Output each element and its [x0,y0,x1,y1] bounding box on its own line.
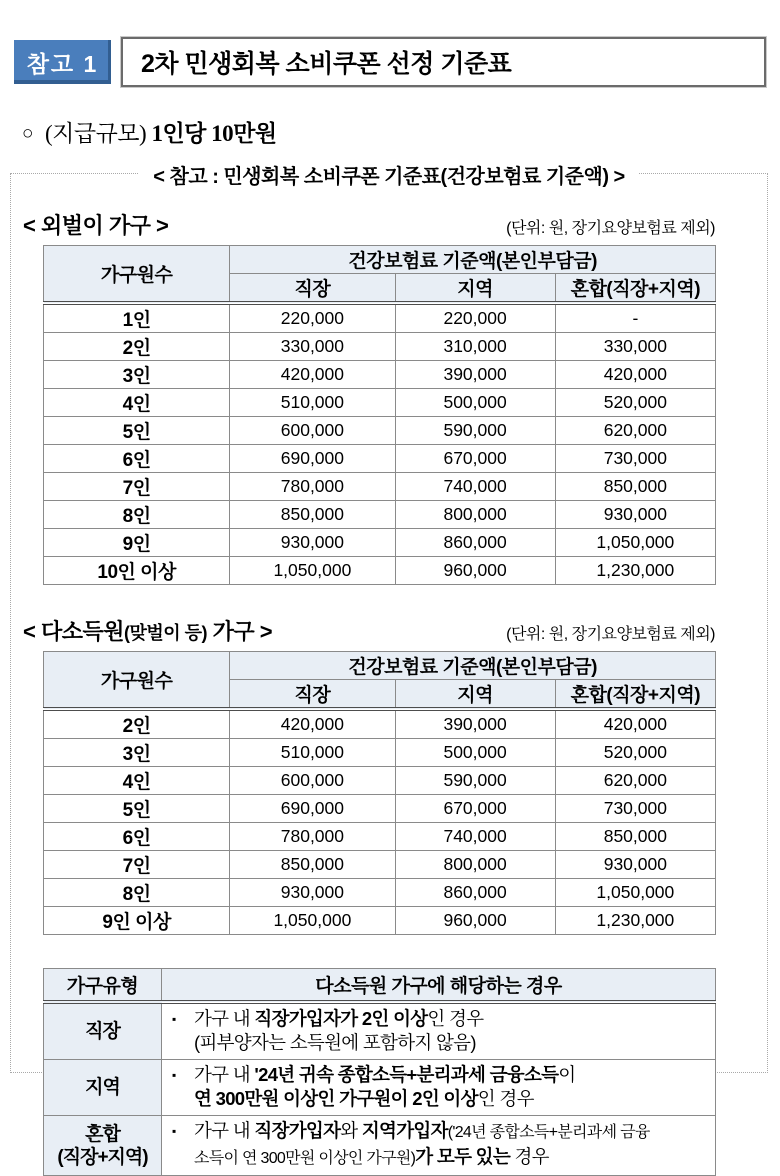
table-row [44,445,716,473]
table-row [44,361,716,389]
table-row [44,823,716,851]
table-row [44,795,716,823]
amount-cell: 620,000 [555,767,715,795]
criteria-text [194,1087,711,1111]
amount-cell: 520,000 [555,739,715,767]
criteria-cell [162,1060,716,1116]
household-size-cell: 9인 이상 [44,907,230,935]
amount-cell: 600,000 [230,767,395,795]
household-size-cell: 2인 [44,709,230,739]
household-size-cell: 7인 [44,473,230,501]
amount-cell: 800,000 [395,501,555,529]
table-header-row [44,969,716,1003]
household-type-label: 지역 [85,1077,120,1098]
table-row [44,557,716,585]
document-header [0,0,780,88]
amount-cell: 740,000 [395,473,555,501]
amount-cell: 930,000 [555,501,715,529]
household-size-cell: 2인 [44,333,230,361]
criteria-line [172,1031,711,1055]
multi-income-rate-table [43,651,716,935]
column-header-workplace: 직장 [230,680,395,710]
table-header-row [44,246,716,274]
table-row [44,473,716,501]
text-segment: 가구 내 [194,1008,255,1029]
criteria-cell [162,1002,716,1060]
criteria-line [172,1063,711,1087]
amount-cell: 420,000 [230,709,395,739]
household-size-cell: 6인 [44,445,230,473]
amount-cell: 220,000 [395,303,555,333]
square-bullet-icon: ▪ [172,1124,176,1138]
section-multi-income [11,615,767,935]
text-segment: < 다소득원 [23,619,124,644]
household-size-cell: 10인 이상 [44,557,230,585]
amount-cell: 670,000 [395,445,555,473]
criteria-text [194,1145,711,1171]
amount-cell: 390,000 [395,709,555,739]
column-header-workplace: 직장 [230,274,395,304]
section-heading [23,209,168,240]
amount-cell: 1,230,000 [555,907,715,935]
criteria-line [172,1087,711,1111]
amount-cell: 930,000 [230,879,395,907]
household-size-cell: 6인 [44,823,230,851]
amount-cell: 740,000 [395,823,555,851]
text-segment: '24년 귀속 종합소득+분리과세 금융소득 [254,1064,559,1085]
amount-cell: 860,000 [395,529,555,557]
payment-scale-value: 1인당 10만원 [151,121,277,146]
table-row [44,501,716,529]
household-type-label: 혼합 [85,1123,120,1145]
table-row [44,739,716,767]
household-size-cell: 3인 [44,361,230,389]
amount-cell: 600,000 [230,417,395,445]
amount-cell: 220,000 [230,303,395,333]
amount-cell: 850,000 [230,851,395,879]
amount-cell: 1,230,000 [555,557,715,585]
household-size-cell: 3인 [44,739,230,767]
square-bullet-icon: ▪ [172,1012,176,1026]
amount-cell: 1,050,000 [230,907,395,935]
text-segment: 와 [340,1120,362,1141]
page-title: 2차 민생회복 소비쿠폰 선정 기준표 [141,50,512,78]
reference-box [10,166,768,1168]
column-header-regional: 지역 [395,274,555,304]
payment-scale-label: (지급규모) [44,121,147,146]
section-single-income [11,209,767,585]
amount-cell: 960,000 [395,557,555,585]
text-segment: ('24년 종합소득+분리과세 금융 [447,1124,650,1141]
household-size-cell: 8인 [44,879,230,907]
household-type-cell [44,1116,162,1176]
text-segment: 소득이 연 300만원 이상인 가구원) [194,1150,416,1167]
text-segment: 이 [558,1064,576,1085]
amount-cell: 500,000 [395,739,555,767]
square-bullet-icon: ▪ [172,1068,176,1082]
text-segment: 직장가입자 [254,1120,341,1141]
amount-cell: 960,000 [395,907,555,935]
text-segment: 연 300만원 이상인 가구원이 2인 이상 [194,1088,478,1109]
household-size-cell: 9인 [44,529,230,557]
household-size-cell: 1인 [44,303,230,333]
table-row [44,907,716,935]
amount-cell: 330,000 [555,333,715,361]
amount-cell: 620,000 [555,417,715,445]
reference-badge: 참고 1 [14,40,111,84]
text-segment: 경우 [510,1146,549,1167]
amount-cell: 1,050,000 [555,529,715,557]
table-row [44,1116,716,1176]
amount-cell: 850,000 [230,501,395,529]
amount-cell: 730,000 [555,445,715,473]
household-type-cell [44,1060,162,1116]
table-row [44,709,716,739]
table-row [44,417,716,445]
amount-cell: 670,000 [395,795,555,823]
table-row [44,767,716,795]
bullet-indent [172,1145,194,1171]
reference-box-legend: < 참고 : 민생회복 소비쿠폰 기준표(건강보험료 기준액) > [139,160,638,189]
amount-cell: 780,000 [230,823,395,851]
column-header-household-size: 가구원수 [44,652,230,710]
criteria-text [194,1063,711,1087]
table-row [44,1002,716,1060]
title-box [121,37,766,87]
text-segment: (피부양자는 소득원에 포함하지 않음) [194,1032,476,1053]
criteria-line [172,1119,711,1145]
table-row [44,529,716,557]
table-row [44,1060,716,1116]
amount-cell: 1,050,000 [230,557,395,585]
household-size-cell: 5인 [44,417,230,445]
household-size-cell: 4인 [44,767,230,795]
amount-cell: 930,000 [555,851,715,879]
section-single-income-header [23,209,715,240]
amount-cell: 500,000 [395,389,555,417]
household-type-table [43,968,716,1176]
section-heading [23,615,272,646]
text-segment: 가구 내 [194,1120,255,1141]
amount-cell: 590,000 [395,767,555,795]
household-type-label: 직장 [85,1021,120,1042]
column-header-criteria: 다소득원 가구에 해당하는 경우 [162,969,716,1003]
amount-cell: - [555,303,715,333]
household-type-cell [44,1002,162,1060]
payment-scale-line [22,115,780,148]
text-segment: 인 경우 [427,1008,484,1029]
amount-cell: 850,000 [555,473,715,501]
column-header-household-size: 가구원수 [44,246,230,304]
amount-cell: 860,000 [395,879,555,907]
amount-cell: 690,000 [230,795,395,823]
amount-cell: 690,000 [230,445,395,473]
household-size-cell: 8인 [44,501,230,529]
household-size-cell: 5인 [44,795,230,823]
amount-cell: 510,000 [230,739,395,767]
column-header-household-type: 가구유형 [44,969,162,1003]
amount-cell: 330,000 [230,333,395,361]
amount-cell: 420,000 [555,709,715,739]
column-header-mixed: 혼합(직장+지역) [555,680,715,710]
criteria-text [194,1031,711,1055]
text-segment: 가구 > [207,619,273,644]
amount-cell: 420,000 [555,361,715,389]
column-group-header: 건강보험료 기준액(본인부담금) [230,246,716,274]
text-segment: (맞벌이 등) [123,623,208,643]
amount-cell: 850,000 [555,823,715,851]
amount-cell: 800,000 [395,851,555,879]
table-row [44,333,716,361]
text-segment: 가 모두 있는 [415,1146,511,1167]
bullet-indent [172,1031,194,1055]
table-row [44,303,716,333]
circle-bullet: ○ [22,123,33,144]
column-header-mixed: 혼합(직장+지역) [555,274,715,304]
household-size-cell: 7인 [44,851,230,879]
bullet-indent [172,1087,194,1111]
amount-cell: 310,000 [395,333,555,361]
column-group-header: 건강보험료 기준액(본인부담금) [230,652,716,680]
text-segment: 가구 내 [194,1064,255,1085]
amount-cell: 780,000 [230,473,395,501]
amount-cell: 390,000 [395,361,555,389]
section-multi-income-header [23,615,715,646]
amount-cell: 1,050,000 [555,879,715,907]
amount-cell: 730,000 [555,795,715,823]
household-size-cell: 4인 [44,389,230,417]
amount-cell: 510,000 [230,389,395,417]
text-segment: < 외벌이 가구 > [23,213,169,238]
table-row [44,389,716,417]
criteria-cell [162,1116,716,1176]
text-segment: 인 경우 [477,1088,534,1109]
criteria-text [194,1007,711,1031]
text-segment: 직장가입자가 2인 이상 [254,1008,428,1029]
table-row [44,879,716,907]
criteria-text [194,1119,711,1145]
unit-note: (단위: 원, 장기요양보험료 제외) [506,626,715,643]
text-segment: 지역가입자 [361,1120,448,1141]
criteria-line [172,1145,711,1171]
column-header-regional: 지역 [395,680,555,710]
amount-cell: 420,000 [230,361,395,389]
amount-cell: 930,000 [230,529,395,557]
table-row [44,851,716,879]
household-type-label: (직장+지역) [57,1146,148,1168]
unit-note: (단위: 원, 장기요양보험료 제외) [506,220,715,237]
table-header-row [44,652,716,680]
single-income-rate-table [43,245,716,585]
amount-cell: 520,000 [555,389,715,417]
amount-cell: 590,000 [395,417,555,445]
criteria-line [172,1007,711,1031]
